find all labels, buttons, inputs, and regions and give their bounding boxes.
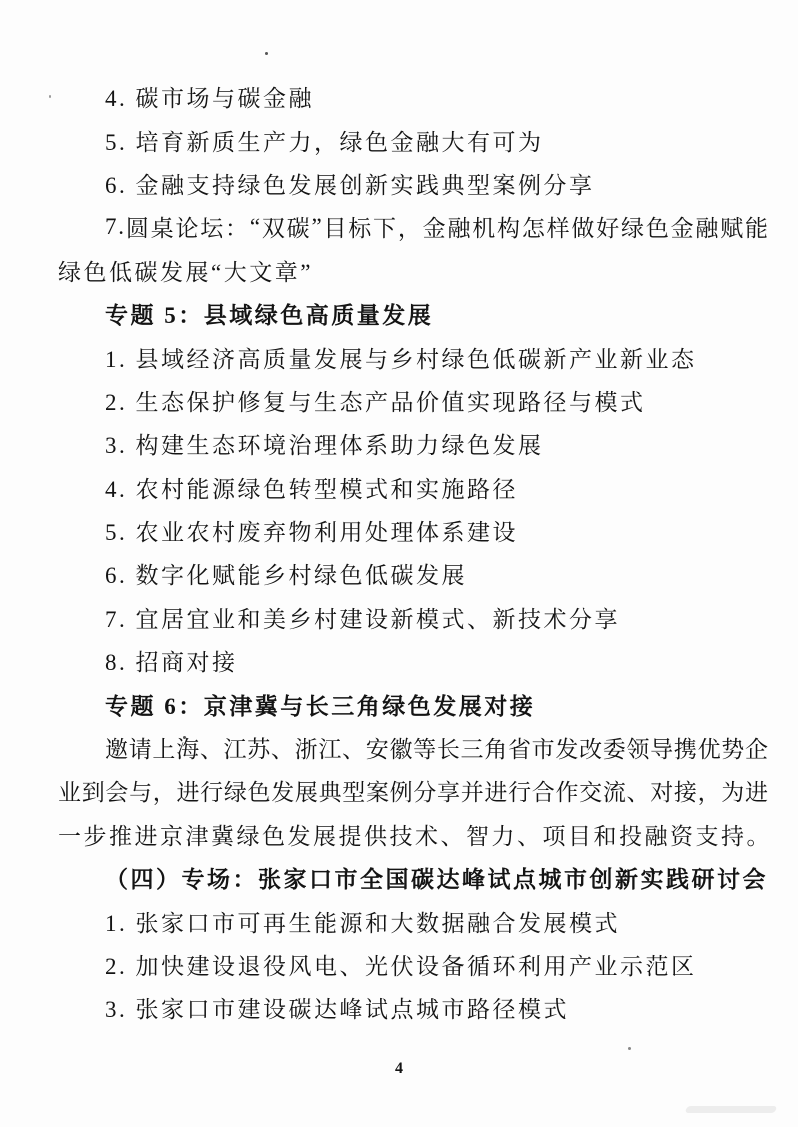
document-line: 3. 张家口市建设碳达峰试点城市路径模式 [105,997,569,1023]
scan-speck-icon [628,1047,631,1050]
document-line: 一步推进京津冀绿色发展提供技术、智力、项目和投融资支持。 [58,823,772,849]
document-line: 4. 碳市场与碳金融 [105,86,314,112]
document-body [58,75,772,1030]
document-line: 绿色低碳发展“大文章” [58,259,313,285]
document-line: 7. 宜居宜业和美乡村建设新模式、新技术分享 [105,606,620,632]
document-line: 6. 金融支持绿色发展创新实践典型案例分享 [105,172,595,198]
document-line: 2. 加快建设退役风电、光伏设备循环利用产业示范区 [105,954,697,979]
document-line: 7 . 圆 桌 论 坛 ： “ 双 碳 ” 目 标 下 ， 金 融 机 构 怎 样 做 好 绿 色 金 融 赋 能 [105,213,768,242]
scan-speck-icon [49,95,51,98]
document-line: 2. 生态保护修复与生态产品价值实现路径与模式 [105,389,646,415]
document-line: （四）专场：张家口市全国碳达峰试点城市创新实践研讨会 [105,867,768,893]
document-line: 3. 构建生态环境治理体系助力绿色发展 [105,433,544,459]
document-line: 5. 培育新质生产力，绿色金融大有可为 [105,129,544,155]
document-line: 专题 6：京津冀与长三角绿色发展对接 [105,693,536,719]
document-line: 专题 5：县域绿色高质量发展 [105,303,434,329]
document-line: 8. 招商对接 [105,650,238,676]
document-line: 5. 农业农村废弃物利用处理体系建设 [105,520,518,546]
document-line: 1. 张家口市可再生能源和大数据融合发展模式 [105,910,620,936]
document-line: 邀 请 上 海 、 江 苏 、 浙 江 、 安 徽 等 长 三 角 省 市 发 改 委 领 导 携 优 势 企 [105,737,768,763]
page-number: 4 [395,1060,403,1077]
scan-smudge [685,1106,778,1113]
document-line: 4. 农村能源绿色转型模式和实施路径 [105,476,518,502]
scan-speck-icon [265,52,268,55]
document-line: 6. 数字化赋能乡村绿色低碳发展 [105,563,467,589]
document-line: 1. 县域经济高质量发展与乡村绿色低碳新产业新业态 [105,346,697,372]
document-line: 业 到 会 与 ， 进 行 绿 色 发 展 典 型 案 例 分 享 并 进 行 合 作 交 流 、 对 接 ， 为 进 [58,780,768,806]
